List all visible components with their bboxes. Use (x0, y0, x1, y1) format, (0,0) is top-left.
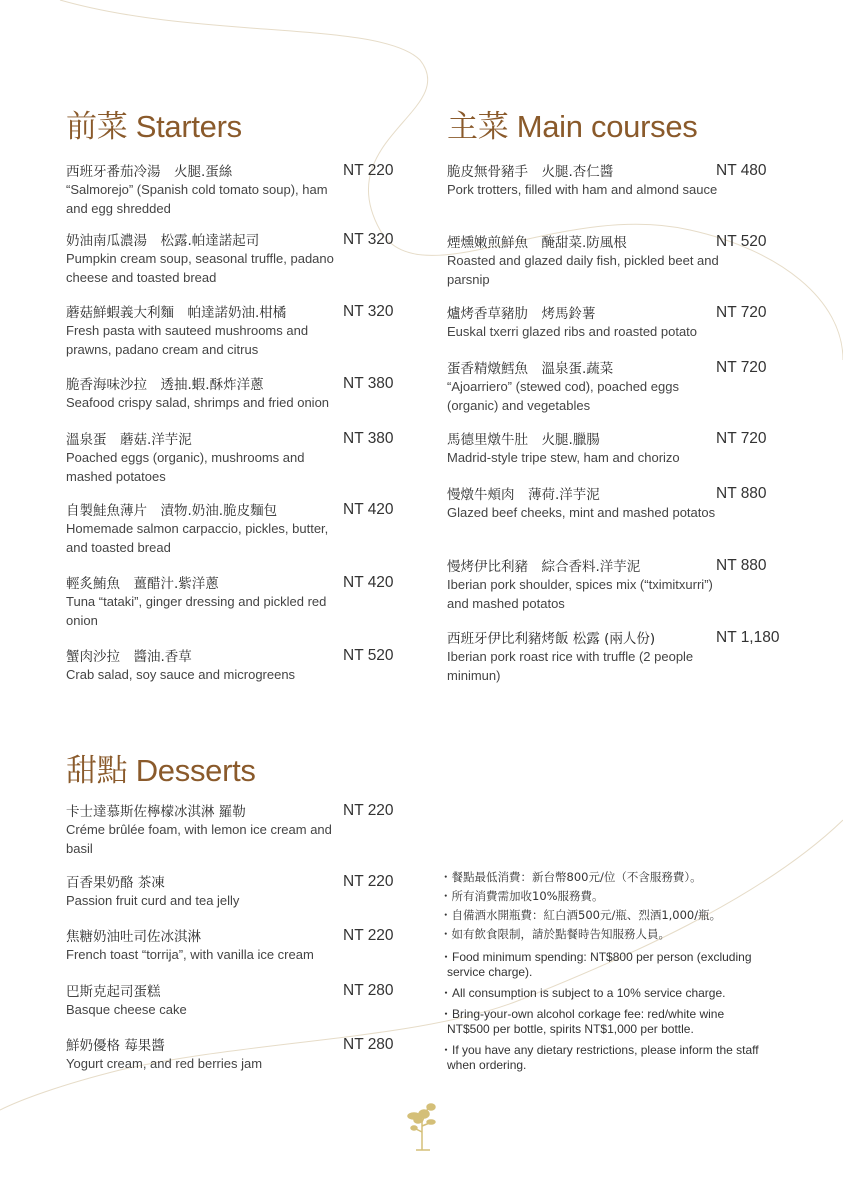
item-description: Homemade salmon carpaccio, pickles, butter, and toasted bread (66, 521, 329, 555)
item-description: Poached eggs (organic), mushrooms and mashed potatoes (66, 450, 305, 484)
item-price: NT 420 (343, 574, 394, 591)
item-price: NT 720 (716, 430, 767, 447)
starters-menu-item (66, 502, 421, 557)
item-name: 巴斯克起司蛋糕 (66, 984, 161, 1000)
starters-menu-item (66, 304, 421, 359)
item-description: Euskal txerri glazed ribs and roasted potato (447, 324, 698, 339)
item-description: Pumpkin cream soup, seasonal truffle, padano cheese and toasted bread (66, 251, 334, 285)
item-name: 卡士達慕斯佐檸檬冰淇淋 羅勒 (66, 804, 246, 820)
mains-menu-item (447, 431, 802, 468)
item-description: Iberian pork roast rice with truffle (2 people minimun) (447, 649, 694, 683)
note-en: ・Bring-your-own alcohol corkage fee: red/white wine NT$500 per bottle, spirits NT$1,000 per bottle. (440, 1007, 725, 1036)
desserts-menu-item (66, 1037, 421, 1074)
item-name: 脆皮無骨豬手 火腿.杏仁醬 (447, 164, 614, 180)
desserts-menu-item (66, 874, 421, 911)
item-name: 蛋香精燉鱈魚 溫泉蛋.蔬菜 (447, 361, 614, 377)
starters-menu-item (66, 163, 421, 218)
mains-menu-item (447, 305, 802, 342)
desserts-title: 甜點 Desserts (66, 753, 256, 788)
mains-menu-item (447, 234, 802, 289)
item-name: 鮮奶優格 莓果醬 (66, 1038, 165, 1054)
item-name: 百香果奶酪 茶凍 (66, 875, 165, 891)
tree-logo-icon (404, 1102, 440, 1152)
desserts-menu-item (66, 803, 421, 858)
item-price: NT 220 (343, 162, 394, 179)
item-description: Basque cheese cake (66, 1002, 187, 1017)
item-name: 溫泉蛋 蘑菇.洋芋泥 (66, 432, 192, 448)
item-description: “Ajoarriero” (stewed cod), poached eggs (organic) and vegetables (447, 379, 679, 413)
starters-title: 前菜 Starters (66, 109, 242, 144)
item-price: NT 720 (716, 304, 767, 321)
item-price: NT 1,180 (716, 629, 780, 646)
item-description: Glazed beef cheeks, mint and mashed potatos (447, 505, 716, 520)
note-zh: ・所有消費需加收10%服務費。 (440, 889, 604, 903)
item-name: 爐烤香草豬肋 烤馬鈴薯 (447, 306, 596, 322)
mains-menu-item (447, 486, 802, 523)
item-name: 蘑菇鮮蝦義大利麵 帕達諾奶油.柑橘 (66, 305, 287, 321)
item-price: NT 280 (343, 982, 394, 999)
item-name: 慢烤伊比利豬 綜合香料.洋芋泥 (447, 559, 641, 575)
item-description: Créme brûlée foam, with lemon ice cream and basil (66, 822, 332, 856)
desserts-menu-item (66, 983, 421, 1020)
item-description: Iberian pork shoulder, spices mix (“tximitxurri”) and mashed potatos (447, 577, 713, 611)
mains-title: 主菜 Main courses (447, 109, 698, 144)
item-price: NT 420 (343, 501, 394, 518)
desserts-menu-item (66, 928, 421, 965)
item-price: NT 320 (343, 303, 394, 320)
item-name: 焦糖奶油吐司佐冰淇淋 (66, 929, 201, 945)
mains-menu-item (447, 630, 802, 685)
item-price: NT 320 (343, 231, 394, 248)
item-price: NT 380 (343, 375, 394, 392)
note-zh: ・自備酒水開瓶費：紅白酒500元/瓶、烈酒1,000/瓶。 (440, 908, 722, 922)
mains-menu-item (447, 360, 802, 415)
item-name: 脆香海味沙拉 透抽.蝦.酥炸洋蔥 (66, 377, 264, 393)
item-name: 西班牙伊比利豬烤飯 松露 (兩人份) (447, 631, 656, 647)
item-name: 慢燉牛頰肉 薄荷.洋芋泥 (447, 487, 600, 503)
item-name: 自製鮭魚薄片 漬物.奶油.脆皮麵包 (66, 503, 278, 519)
mains-menu-item (447, 558, 802, 613)
item-price: NT 220 (343, 873, 394, 890)
mains-menu-item (447, 163, 802, 200)
starters-menu-item (66, 648, 421, 685)
item-description: Crab salad, soy sauce and microgreens (66, 667, 296, 682)
item-description: Madrid-style tripe stew, ham and chorizo (447, 450, 680, 465)
item-price: NT 220 (343, 927, 394, 944)
item-price: NT 520 (343, 647, 394, 664)
item-name: 蟹肉沙拉 醬油.香草 (66, 649, 192, 665)
item-name: 煙燻嫩煎鮮魚 醃甜菜.防風根 (447, 235, 627, 251)
item-price: NT 220 (343, 802, 394, 819)
item-description: “Salmorejo” (Spanish cold tomato soup), ham and egg shredded (66, 182, 328, 216)
note-en: ・If you have any dietary restrictions, please inform the staff when ordering. (440, 1043, 759, 1072)
item-name: 西班牙番茄冷湯 火腿.蛋絲 (66, 164, 233, 180)
item-description: Seafood crispy salad, shrimps and fried onion (66, 395, 330, 410)
item-name: 馬德里燉牛肚 火腿.臘腸 (447, 432, 600, 448)
note-en: ・Food minimum spending: NT$800 per person (excluding service charge). (440, 950, 752, 979)
item-price: NT 880 (716, 485, 767, 502)
note-en: ・All consumption is subject to a 10% service charge. (440, 986, 726, 1000)
item-description: Roasted and glazed daily fish, pickled beet and parsnip (447, 253, 719, 287)
starters-menu-item (66, 431, 421, 486)
item-price: NT 880 (716, 557, 767, 574)
item-price: NT 720 (716, 359, 767, 376)
starters-menu-item (66, 232, 421, 287)
item-description: Pork trotters, filled with ham and almond sauce (447, 182, 718, 197)
item-description: Passion fruit curd and tea jelly (66, 893, 240, 908)
starters-menu-item (66, 575, 421, 630)
item-price: NT 520 (716, 233, 767, 250)
item-description: Fresh pasta with sauteed mushrooms and prawns, padano cream and citrus (66, 323, 309, 357)
item-price: NT 280 (343, 1036, 394, 1053)
item-description: French toast “torrija”, with vanilla ice cream (66, 947, 314, 962)
item-name: 輕炙鮪魚 薑醋汁.紫洋蔥 (66, 576, 219, 592)
note-zh: ・餐點最低消費：新台幣800元/位（不含服務費）。 (440, 870, 702, 884)
item-price: NT 480 (716, 162, 767, 179)
note-zh: ・如有飲食限制，請於點餐時告知服務人員。 (440, 927, 670, 941)
item-description: Tuna “tataki”, ginger dressing and pickled red onion (66, 594, 327, 628)
starters-menu-item (66, 376, 421, 413)
item-price: NT 380 (343, 430, 394, 447)
item-name: 奶油南瓜濃湯 松露.帕達諾起司 (66, 233, 260, 249)
notes (440, 870, 770, 1079)
item-description: Yogurt cream, and red berries jam (66, 1056, 263, 1071)
